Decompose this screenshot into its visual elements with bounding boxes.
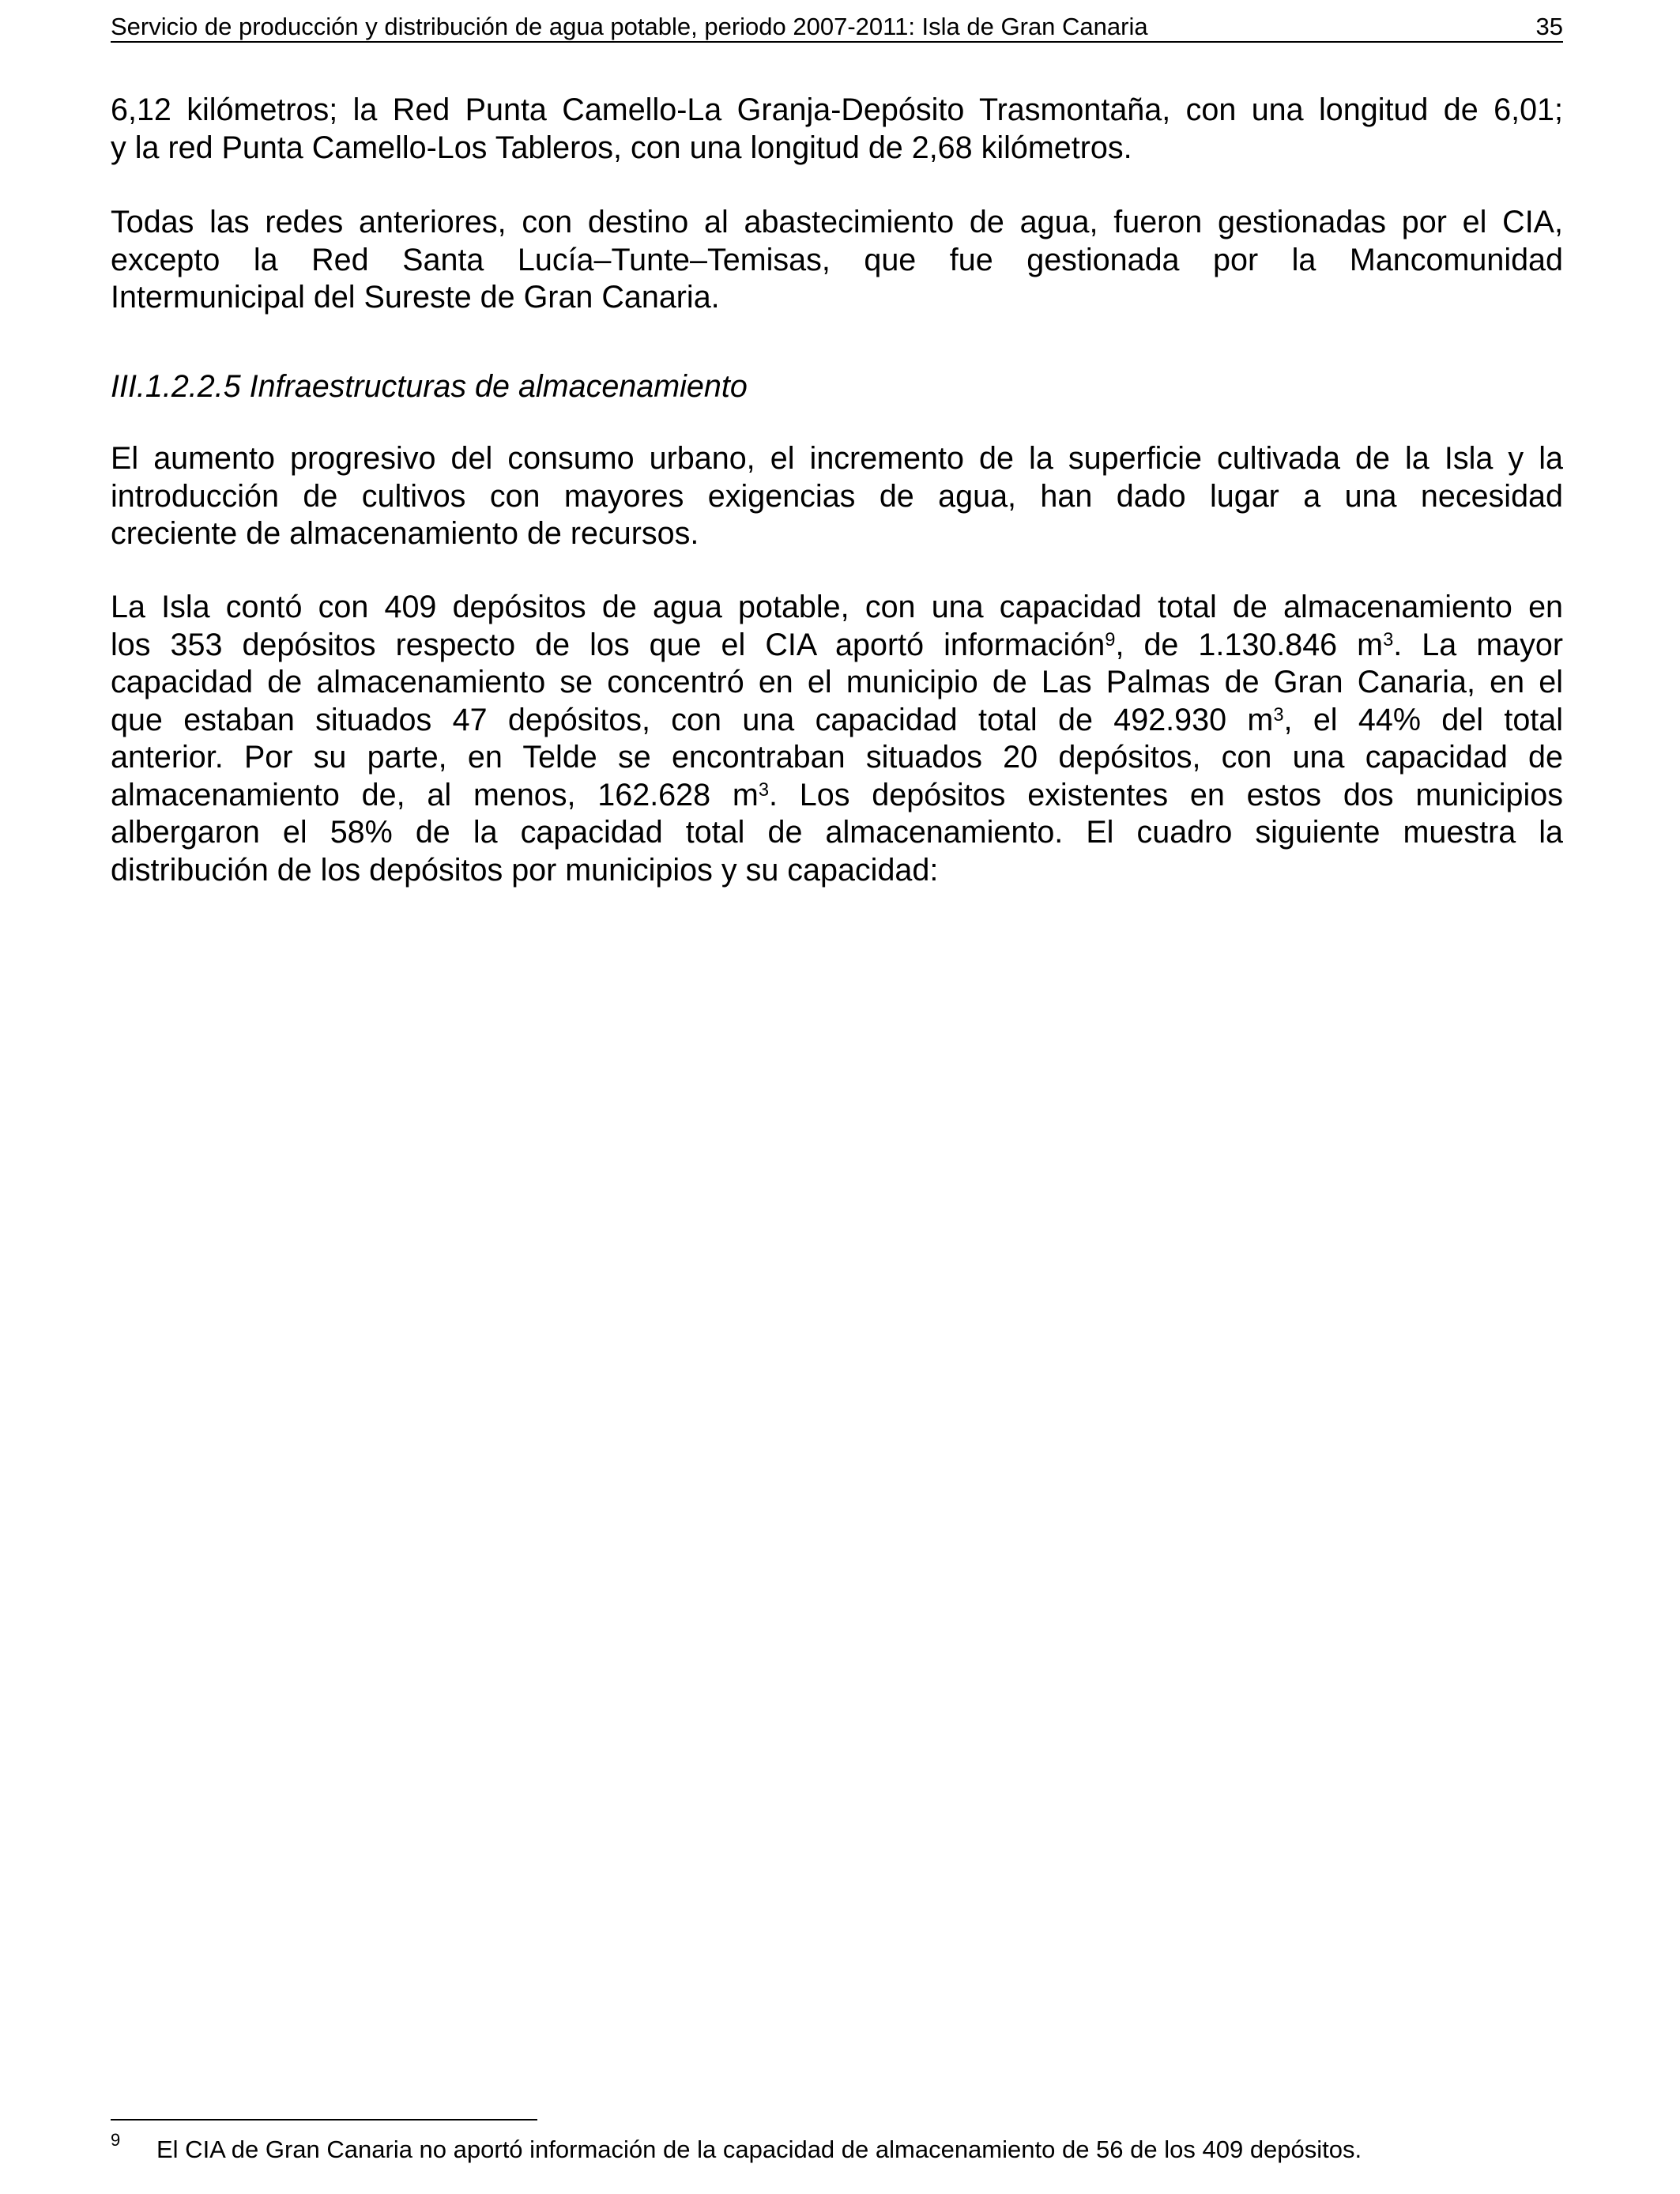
text-segment: que estaban situados 47 depósitos, con una capacidad total de 492.930 m (111, 702, 1274, 737)
text-line: albergaron el 58% de la capacidad total de almacenamiento. El cuadro siguiente muestra la (111, 815, 1563, 850)
text-line: Todas las redes anteriores, con destino al abastecimiento de agua, fueron gestionadas por el CIA, (111, 205, 1563, 239)
superscript-exponent: 3 (1383, 630, 1394, 651)
text-segment: . La mayor (1393, 627, 1563, 662)
superscript-exponent: 3 (758, 780, 769, 801)
paragraph-redes-gestion (111, 204, 1563, 317)
footnote-number: 9 (111, 2130, 121, 2150)
superscript-exponent: 3 (1273, 705, 1284, 726)
text-line: distribución de los depósitos por municipios y su capacidad: (111, 852, 939, 888)
text-line (111, 627, 1563, 665)
footnote-reference[interactable]: 9 (1105, 630, 1116, 651)
text-segment: los 353 depósitos respecto de los que el CIA aportó información (111, 627, 1106, 662)
page-number: 35 (1535, 13, 1563, 40)
text-line: y la red Punta Camello-Los Tableros, con una longitud de 2,68 kilómetros. (111, 130, 1132, 165)
paragraph-consumo-urbano (111, 440, 1563, 553)
text-segment: , de 1.130.846 m (1115, 627, 1384, 662)
section-heading: III.1.2.2.5 Infraestructuras de almacenamiento (111, 369, 748, 404)
text-segment: almacenamiento de, al menos, 162.628 m (111, 777, 759, 812)
text-line (111, 702, 1563, 740)
text-line (111, 777, 1563, 815)
text-line: El aumento progresivo del consumo urbano, el incremento de la superficie cultivada de la Isla y la (111, 441, 1563, 476)
text-line: introducción de cultivos con mayores exigencias de agua, han dado lugar a una necesidad (111, 478, 1563, 514)
footnote-separator (111, 2119, 537, 2120)
running-header (111, 6, 1563, 43)
text-line: creciente de almacenamiento de recursos. (111, 516, 699, 551)
header-title: Servicio de producción y distribución de agua potable, periodo 2007-2011: Isla de Gran Canaria (111, 13, 1148, 40)
text-line: anterior. Por su parte, en Telde se encontraban situados 20 depósitos, con una capacidad de (111, 740, 1563, 775)
text-line: capacidad de almacenamiento se concentró en el municipio de Las Palmas de Gran Canaria, en el (111, 665, 1563, 699)
text-line: La Isla contó con 409 depósitos de agua potable, con una capacidad total de almacenamiento en (111, 590, 1563, 624)
text-line: excepto la Red Santa Lucía–Tunte–Temisas, que fue gestionada por la Mancomunidad (111, 242, 1563, 277)
text-segment: , el 44% del total (1283, 702, 1564, 737)
text-segment: . Los depósitos existentes en estos dos municipios (769, 777, 1563, 812)
paragraph-red-punta-camello (111, 92, 1563, 167)
text-line: 6,12 kilómetros; la Red Punta Camello-La Granja-Depósito Trasmontaña, con una longitud de 6,01; (111, 92, 1563, 127)
text-line: Intermunicipal del Sureste de Gran Canaria. (111, 280, 720, 315)
footnote-text: El CIA de Gran Canaria no aportó información de la capacidad de almacenamiento de 56 de los 409 depósitos. (156, 2136, 1362, 2163)
paragraph-depositos (111, 589, 1563, 889)
